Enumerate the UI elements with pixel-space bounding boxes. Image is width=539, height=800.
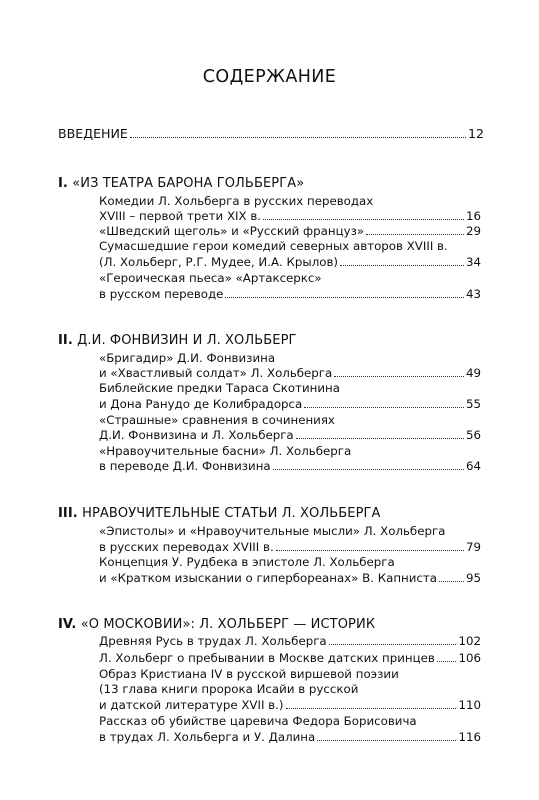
entry-text: (Л. Хольберг, Р.Г. Мудее, И.А. Крылов) [99,255,339,269]
page-number: 116 [458,730,481,744]
section-title: «ИЗ ТЕАТРА БАРОНА ГОЛЬБЕРГА» [72,176,305,191]
leader-dots [329,644,457,645]
entry-line: Концепция У. Рудбека в эпистоле Л. Хольберга [99,555,395,569]
page-title: СОДЕРЖАНИЕ [202,67,337,87]
entry-text: в трудах Л. Хольберга и У. Далина [99,730,316,744]
entry-text: и «Хвастливый солдат» Л. Хольберга [99,366,333,380]
entry-line: «Бригадир» Д.И. Фонвизина [99,351,276,365]
leader-dots [286,708,457,709]
entry-line: (13 глава книги пророка Исайи в русской [99,682,359,696]
section-number: III. [58,506,78,521]
page-number: 102 [458,634,481,648]
entry-line: «Страшные» сравнения в сочинениях [99,413,335,427]
entry-text: ВВЕДЕНИЕ [58,126,128,141]
page-number: 34 [465,255,481,269]
page-number: 106 [458,651,481,665]
toc-entry [99,459,481,473]
page-number: 43 [465,287,481,301]
toc-entry [99,571,481,585]
entry-line: Рассказ об убийстве царевича Федора Борисовича [99,714,417,728]
leader-dots [366,234,464,235]
page-number: 79 [465,540,481,554]
section-number: IV. [58,617,77,632]
section-heading-1 [58,176,498,191]
entry-text: Древняя Русь в трудах Л. Хольберга [99,634,327,648]
entry-text: «Шведский щеголь» и «Русский француз» [99,224,365,238]
toc-entry [99,287,481,301]
entry-text: в переводе Д.И. Фонвизина [99,459,271,473]
page-number: 29 [465,224,481,238]
entry-text: Д.И. Фонвизина и Л. Хольберга [99,428,294,442]
toc-entry [99,730,481,744]
leader-dots [317,740,456,741]
leader-dots [296,438,464,439]
toc-entry [99,366,481,380]
page-number: 12 [467,126,484,141]
leader-dots [263,219,464,220]
page-number: 64 [465,459,481,473]
entry-text: в русском переводе [99,287,224,301]
toc-entry [99,224,481,238]
section-heading-2 [58,333,498,348]
leader-dots [130,137,466,138]
toc-entry [99,428,481,442]
page-number: 56 [465,428,481,442]
leader-dots [437,661,457,662]
entry-line: «Эпистолы» и «Нравоучительные мысли» Л. Хольберга [99,524,446,538]
toc-entry [99,397,481,411]
page-number: 110 [458,698,481,712]
entry-line: Сумасшедшие герои комедий северных авторов XVIII в. [99,239,448,253]
entry-line: Библейские предки Тараса Скотинина [99,381,341,395]
leader-dots [273,469,464,470]
entry-text: и Дона Ранудо де Колибрадорса [99,397,303,411]
section-title: НРАВОУЧИТЕЛЬНЫЕ СТАТЬИ Л. ХОЛЬБЕРГА [82,506,381,521]
entry-text: Л. Хольберг о пребывании в Москве датских принцев [99,651,435,665]
toc-entry [99,255,481,269]
entry-line: «Героическая пьеса» «Артаксеркс» [99,271,322,285]
toc-entry [99,698,481,712]
leader-dots [225,297,464,298]
entry-text: и «Кратком изыскании о гипербореанах» В. Капниста [99,571,438,585]
entry-text: XVIII – первой трети XIX в. [99,209,262,223]
section-number: I. [58,176,68,191]
leader-dots [304,407,464,408]
leader-dots [340,265,464,266]
entry-line: Комедии Л. Хольберга в русских переводах [99,194,374,208]
toc-entry [99,634,481,648]
page-number: 95 [465,571,481,585]
toc-entry [99,651,481,665]
page-number: 55 [465,397,481,411]
page-number: 16 [465,209,481,223]
entry-text: и датской литературе XVII в.) [99,698,284,712]
page-number: 49 [465,366,481,380]
entry-text: в русских переводах XVIII в. [99,540,274,554]
leader-dots [334,376,464,377]
section-heading-4 [58,617,498,632]
entry-line: «Нравоучительные басни» Л. Хольберга [99,444,352,458]
toc-entry-intro [58,127,484,141]
section-number: II. [58,333,73,348]
toc-entry [99,540,481,554]
section-title: Д.И. ФОНВИЗИН И Л. ХОЛЬБЕРГ [77,333,297,348]
toc-entry [99,209,481,223]
section-heading-3 [58,506,498,521]
leader-dots [276,550,464,551]
section-title: «О МОСКОВИИ»: Л. ХОЛЬБЕРГ — ИСТОРИК [80,617,376,632]
leader-dots [439,581,464,582]
entry-line: Образ Кристиана IV в русской виршевой поэзии [99,667,399,681]
